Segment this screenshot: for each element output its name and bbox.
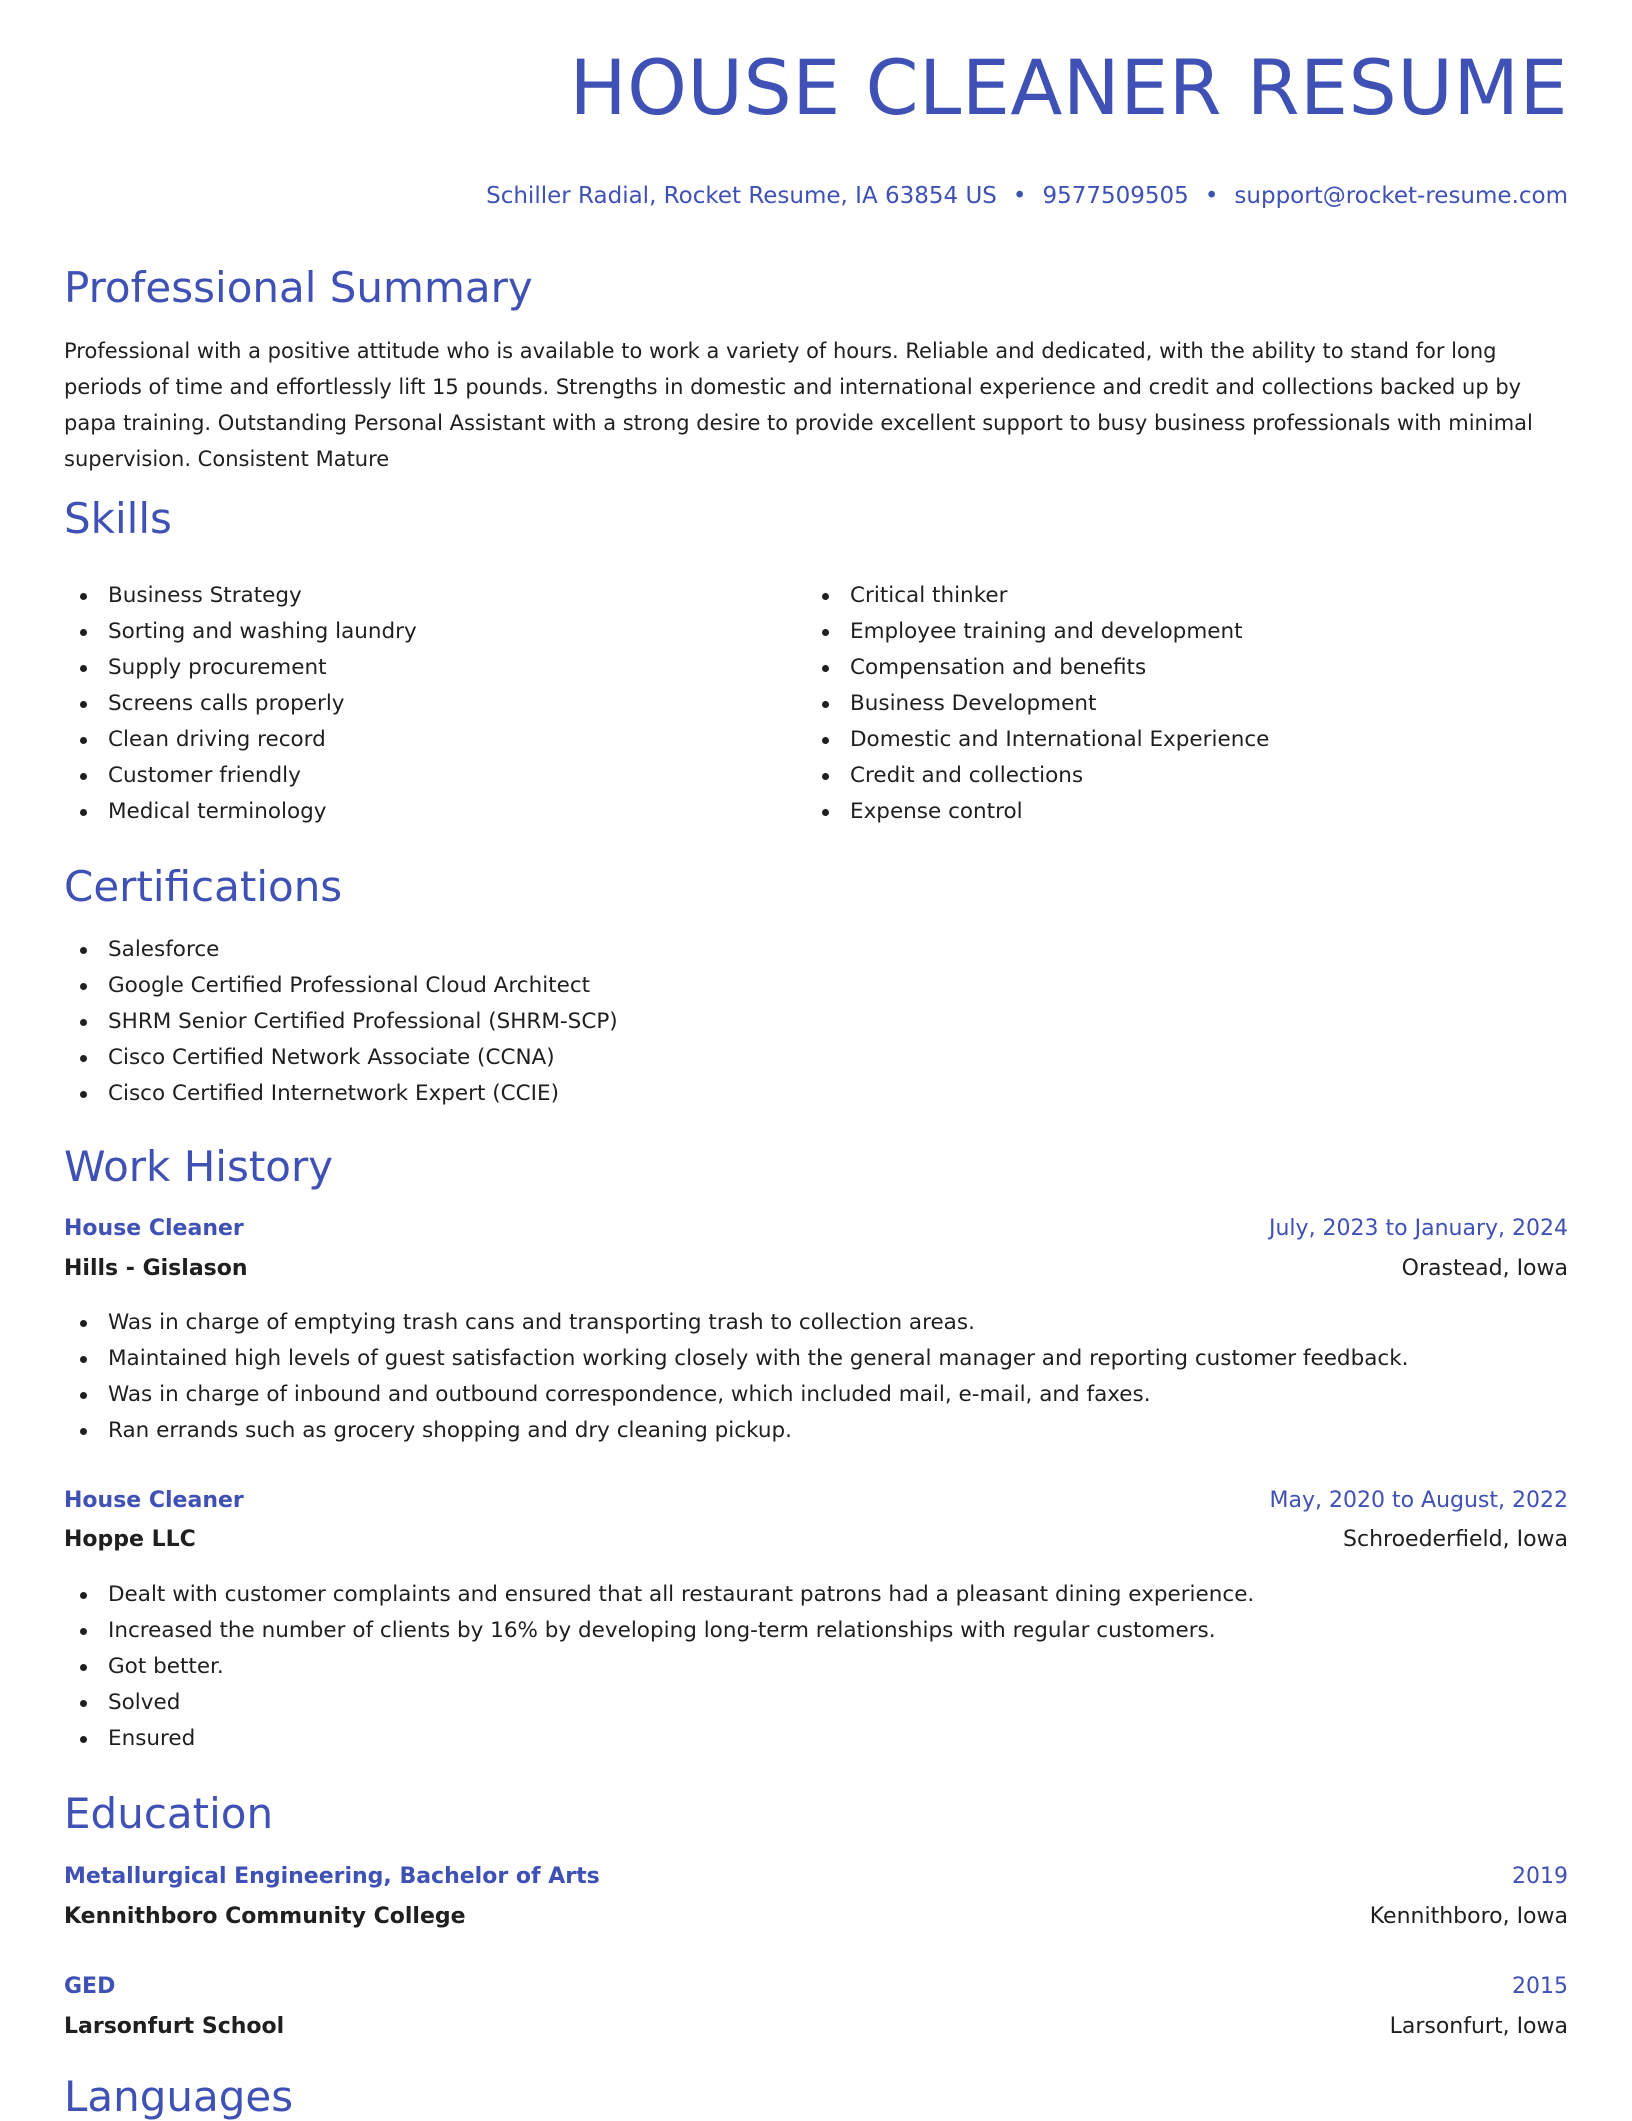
skills-list-left <box>64 578 417 830</box>
job-company-row <box>64 1256 1568 1288</box>
job-title: House Cleaner <box>64 1216 244 1241</box>
skills-list-right <box>806 578 1269 830</box>
job-dates: July, 2023 to January, 2024 <box>1269 1216 1568 1241</box>
list-item: Maintained high levels of guest satisfaction working closely with the general manager and reporting customer feedback. <box>64 1341 1409 1377</box>
list-item: Ensured <box>64 1721 1254 1757</box>
list-item: Medical terminology <box>64 794 417 830</box>
job-company: Hoppe LLC <box>64 1527 196 1552</box>
contact-separator: • <box>1012 183 1027 209</box>
education-school: Kennithboro Community College <box>64 1904 466 1929</box>
list-item: Screens calls properly <box>64 686 417 722</box>
list-item: Increased the number of clients by 16% by developing long-term relationships with regular customers. <box>64 1613 1254 1649</box>
job-header <box>64 1488 1568 1520</box>
education-year: 2015 <box>1512 1974 1568 1999</box>
list-item: Business Strategy <box>64 578 417 614</box>
contact-address: Schiller Radial, Rocket Resume, IA 63854 US <box>486 183 997 209</box>
list-item: Google Certified Professional Cloud Architect <box>64 968 618 1004</box>
job-company: Hills - Gislason <box>64 1256 248 1281</box>
education-degree: GED <box>64 1974 116 1999</box>
skills-heading: Skills <box>64 494 172 543</box>
contact-separator: • <box>1204 183 1219 209</box>
list-item: Clean driving record <box>64 722 417 758</box>
job-location: Schroederfield, Iowa <box>1343 1527 1568 1552</box>
list-item: Customer friendly <box>64 758 417 794</box>
job-title: House Cleaner <box>64 1488 244 1513</box>
education-header <box>64 1974 1568 2006</box>
contact-line <box>486 183 1568 209</box>
list-item: SHRM Senior Certified Professional (SHRM-SCP) <box>64 1004 618 1040</box>
list-item: Employee training and development <box>806 614 1269 650</box>
job-bullets <box>64 1577 1254 1757</box>
list-item: Got better. <box>64 1649 1254 1685</box>
list-item: Was in charge of inbound and outbound correspondence, which included mail, e-mail, and faxes. <box>64 1377 1409 1413</box>
job-bullets <box>64 1305 1409 1449</box>
list-item: Cisco Certified Internetwork Expert (CCIE) <box>64 1076 618 1112</box>
list-item: Business Development <box>806 686 1269 722</box>
education-heading: Education <box>64 1789 274 1838</box>
list-item: Ran errands such as grocery shopping and dry cleaning pickup. <box>64 1413 1409 1449</box>
list-item: Solved <box>64 1685 1254 1721</box>
list-item: Supply procurement <box>64 650 417 686</box>
summary-heading: Professional Summary <box>64 263 533 312</box>
job-dates: May, 2020 to August, 2022 <box>1269 1488 1568 1513</box>
list-item: Dealt with customer complaints and ensured that all restaurant patrons had a pleasant dining experience. <box>64 1577 1254 1613</box>
education-year: 2019 <box>1512 1864 1568 1889</box>
list-item: Salesforce <box>64 932 618 968</box>
certifications-list <box>64 932 618 1112</box>
education-school: Larsonfurt School <box>64 2014 285 2039</box>
list-item: Was in charge of emptying trash cans and transporting trash to collection areas. <box>64 1305 1409 1341</box>
summary-text: Professional with a positive attitude who is available to work a variety of hours. Reliable and dedicated, with the ability to stand for long periods of time and effortlessly lift 15 pounds. Strengths in domestic and international experience and credit and collections backed up by papa training. Outstanding Personal Assistant with a strong desire to provide excellent support to busy business professionals with minimal supervision. Consistent Mature <box>64 339 1533 471</box>
list-item: Domestic and International Experience <box>806 722 1269 758</box>
job-company-row <box>64 1527 1568 1559</box>
list-item: Cisco Certified Network Associate (CCNA) <box>64 1040 618 1076</box>
list-item: Expense control <box>806 794 1269 830</box>
education-location: Kennithboro, Iowa <box>1369 1904 1568 1929</box>
job-header <box>64 1216 1568 1248</box>
list-item: Credit and collections <box>806 758 1269 794</box>
resume-title: HOUSE CLEANER RESUME <box>569 43 1568 132</box>
education-school-row <box>64 2014 1568 2046</box>
certifications-heading: Certifications <box>64 862 343 911</box>
list-item: Sorting and washing laundry <box>64 614 417 650</box>
list-item: Critical thinker <box>806 578 1269 614</box>
education-header <box>64 1864 1568 1896</box>
education-school-row <box>64 1904 1568 1936</box>
education-degree: Metallurgical Engineering, Bachelor of Arts <box>64 1864 600 1889</box>
contact-phone: 9577509505 <box>1042 183 1189 209</box>
contact-email: support@rocket-resume.com <box>1234 183 1568 209</box>
education-location: Larsonfurt, Iowa <box>1389 2014 1568 2039</box>
languages-heading: Languages <box>64 2072 294 2121</box>
work-history-heading: Work History <box>64 1142 334 1191</box>
list-item: Compensation and benefits <box>806 650 1269 686</box>
job-location: Orastead, Iowa <box>1401 1256 1568 1281</box>
